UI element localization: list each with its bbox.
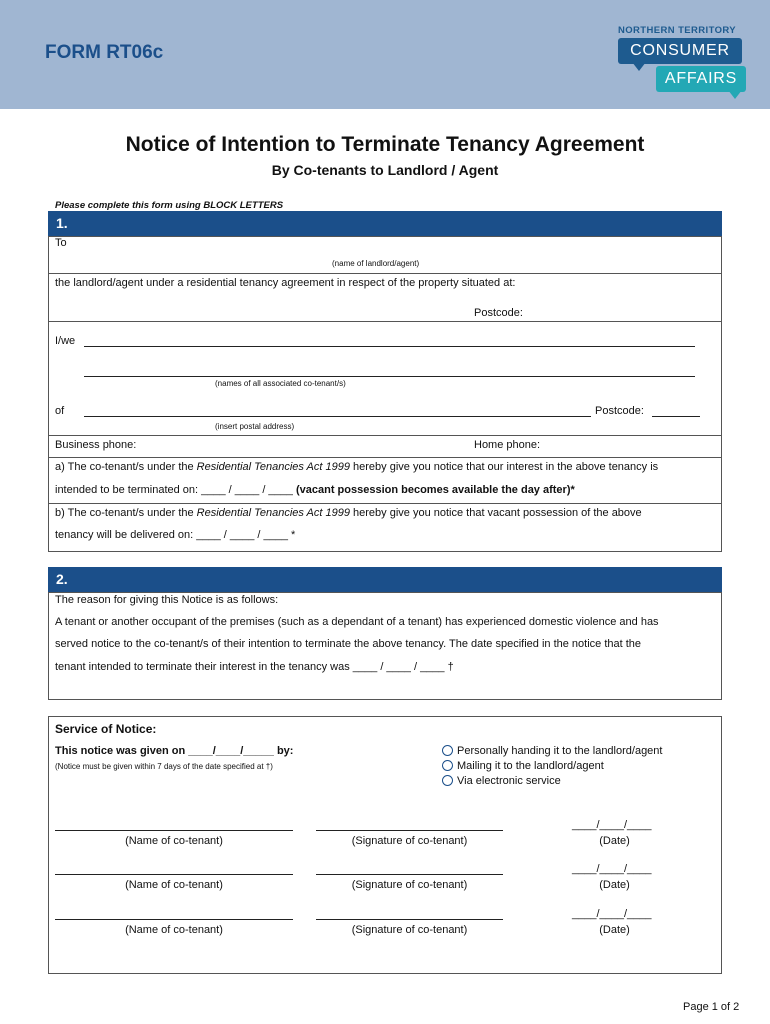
divider (48, 503, 722, 504)
section-2-header: 2. (48, 567, 722, 592)
page-number: Page 1 of 2 (683, 1001, 740, 1013)
header-banner (0, 0, 770, 109)
home-phone-label: Home phone: (474, 439, 541, 451)
cotenant-name-line[interactable] (55, 919, 293, 920)
to-label: To (55, 237, 67, 249)
option-b-line1: b) The co-tenant/s under the Residential Tenancies Act 1999 hereby give you notice that vacant possession of the above (55, 507, 642, 519)
service-note: (Notice must be given within 7 days of the date specified at †) (55, 762, 273, 771)
address-caption: (insert postal address) (215, 422, 295, 431)
signature-caption: (Signature of co-tenant) (351, 924, 468, 936)
option-a-line2: intended to be terminated on: ____ / ____ / ____ (vacant possession becomes available the day after)* (55, 484, 575, 496)
page-subtitle: By Co-tenants to Landlord / Agent (271, 162, 499, 178)
names-caption: (names of all associated co-tenant/s) (215, 379, 346, 388)
reason-line-3: tenant intended to terminate their interest in the tenancy was ____ / ____ / ____ † (55, 661, 454, 673)
address-input-line[interactable] (84, 416, 591, 417)
of-label: of (55, 405, 65, 417)
reason-label: The reason for giving this Notice is as follows: (55, 594, 279, 606)
logo-territory-text: NORTHERN TERRITORY (618, 25, 737, 36)
name-caption: (Name of co-tenant) (125, 924, 223, 936)
date-caption: (Date) (599, 924, 630, 936)
service-heading: Service of Notice: (55, 722, 157, 736)
logo-bubble-tail (632, 62, 646, 71)
radio-electronic[interactable] (442, 775, 453, 786)
date-caption: (Date) (599, 879, 630, 891)
radio-mailing[interactable] (442, 760, 453, 771)
option-b-line2: tenancy will be delivered on: ____ / ____ / ____ * (55, 529, 296, 541)
divider (48, 273, 722, 274)
option-mailing: Mailing it to the landlord/agent (457, 760, 604, 772)
option-electronic: Via electronic service (457, 775, 561, 787)
cotenant-name-line[interactable] (55, 874, 293, 875)
postcode-input-line[interactable] (652, 416, 700, 417)
name-caption: (Name of co-tenant) (125, 879, 223, 891)
given-on-text: This notice was given on ____/____/_____ by: (55, 745, 294, 757)
name-caption: (Name of co-tenant) (125, 835, 223, 847)
divider (48, 321, 722, 322)
date-blank[interactable]: ____/____/____ (572, 863, 652, 875)
iwe-input-line[interactable] (84, 346, 695, 347)
option-a-line1: a) The co-tenant/s under the Residential Tenancies Act 1999 hereby give you notice that our interest in the above tenancy is (55, 461, 659, 473)
logo-bubble-consumer: CONSUMER (618, 38, 742, 64)
property-text: the landlord/agent under a residential tenancy agreement in respect of the property situated at: (55, 277, 516, 289)
logo-bubble-affairs: AFFAIRS (656, 66, 746, 92)
iwe-input-line-2[interactable] (84, 376, 695, 377)
consumer-affairs-logo (618, 25, 750, 105)
signature-caption: (Signature of co-tenant) (351, 879, 468, 891)
cotenant-signature-line[interactable] (316, 830, 503, 831)
postcode-2-label: Postcode: (595, 405, 644, 417)
landlord-name-caption: (name of landlord/agent) (332, 259, 420, 268)
reason-line-2: served notice to the co-tenant/s of their intention to terminate the above tenancy. The date specified in the notice that the (55, 638, 642, 650)
date-blank[interactable]: ____/____/____ (572, 908, 652, 920)
date-blank[interactable]: ____/____/____ (572, 819, 652, 831)
iwe-label: I/we (55, 335, 76, 347)
cotenant-name-line[interactable] (55, 830, 293, 831)
signature-caption: (Signature of co-tenant) (351, 835, 468, 847)
instruction-text: Please complete this form using BLOCK LETTERS (55, 200, 284, 211)
page-title: Notice of Intention to Terminate Tenancy Agreement (125, 133, 645, 156)
option-personal-handing: Personally handing it to the landlord/agent (457, 745, 663, 757)
date-caption: (Date) (599, 835, 630, 847)
radio-personal-handing[interactable] (442, 745, 453, 756)
divider (48, 435, 722, 436)
logo-bubble-tail (728, 90, 742, 99)
cotenant-signature-line[interactable] (316, 874, 503, 875)
postcode-label: Postcode: (474, 307, 523, 319)
form-code: FORM RT06c (45, 42, 164, 63)
business-phone-label: Business phone: (55, 439, 137, 451)
cotenant-signature-line[interactable] (316, 919, 503, 920)
section-1-header: 1. (48, 211, 722, 236)
reason-line-1: A tenant or another occupant of the premises (such as a dependant of a tenant) has experienced domestic violence and has (55, 616, 659, 628)
divider (48, 457, 722, 458)
